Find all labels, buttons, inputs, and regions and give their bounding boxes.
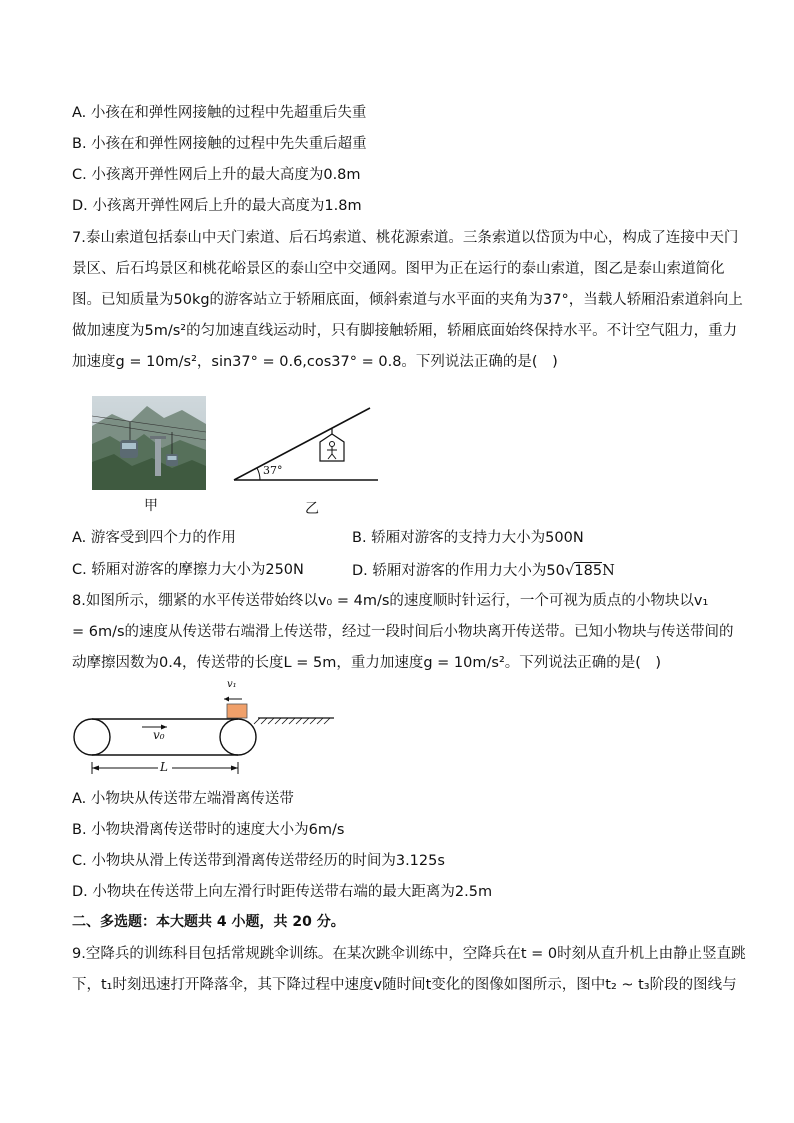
q7-stem-line2: 景区、后石坞景区和桃花峪景区的泰山空中交通网。图甲为正在运行的泰山索道，图乙是泰山索道简化	[72, 261, 725, 277]
cable-car-photo	[92, 396, 206, 490]
q8-stem-line1: 8.如图所示，绷紧的水平传送带始终以v₀ = 4m/s的速度顺时针运行，一个可视为质点的小物块以v₁	[72, 593, 709, 609]
q8-option-d: D. 小物块在传送带上向左滑行时距传送带右端的最大距离为2.5m	[72, 884, 493, 900]
q9-stem-line2: 下，t₁时刻迅速打开降落伞，其下降过程中速度v随时间t变化的图像如图所示，图中t₂ ~ t₃阶段的图线与	[72, 977, 737, 993]
q8-option-b: B. 小物块滑离传送带时的速度大小为6m/s	[72, 822, 345, 838]
sqrt-radicand: 185	[574, 563, 603, 579]
q7-stem-line3: 图。已知质量为50kg的游客站立于轿厢底面，倾斜索道与水平面的夹角为37°，当载人轿厢沿索道斜向上	[72, 292, 743, 308]
q6-option-c: C. 小孩离开弹性网后上升的最大高度为0.8m	[72, 167, 361, 183]
q7-stem-line5: 加速度g = 10m/s²，sin37° = 0.6,cos37° = 0.8。下列说法正确的是( )	[72, 354, 558, 370]
cable-incline-diagram	[232, 404, 382, 494]
q8-option-c: C. 小物块从滑上传送带到滑离传送带经历的时间为3.125s	[72, 853, 445, 869]
q7-option-b: B. 轿厢对游客的支持力大小为500N	[352, 530, 584, 546]
slider-block	[227, 704, 247, 718]
q7-option-d-text: D. 轿厢对游客的作用力大小为50	[352, 563, 565, 579]
q6-option-a: A. 小孩在和弹性网接触的过程中先超重后失重	[72, 105, 367, 121]
conveyor-belt-diagram	[72, 680, 342, 780]
q9-stem-line1: 9.空降兵的训练科目包括常规跳伞训练。在某次跳伞训练中，空降兵在t = 0时刻从直升机上由静止竖直跳	[72, 946, 746, 962]
figure-yi-caption: 乙	[305, 501, 319, 517]
q8-stem-line3: 动摩擦因数为0.4，传送带的长度L = 5m，重力加速度g = 10m/s²。下列说法正确的是( )	[72, 655, 662, 671]
sqrt-radical: √	[564, 561, 575, 579]
v0-label: v₀	[153, 728, 165, 742]
q8-stem-line2: = 6m/s的速度从传送带右端滑上传送带，经过一段时间后小物块离开传送带。已知小物块与传送带间的	[72, 624, 734, 640]
q8-option-a: A. 小物块从传送带左端滑离传送带	[72, 791, 294, 807]
q7-option-a: A. 游客受到四个力的作用	[72, 530, 236, 546]
angle-label: 37°	[263, 464, 283, 477]
q7-option-c: C. 轿厢对游客的摩擦力大小为250N	[72, 562, 304, 578]
section-header: 二、多选题：本大题共 4 小题，共 20 分。	[72, 914, 345, 930]
figure-jia-caption: 甲	[144, 498, 158, 514]
q7-stem-line1: 7.泰山索道包括泰山中天门索道、后石坞索道、桃花源索道。三条索道以岱顶为中心，构成了连接中天门	[72, 230, 739, 246]
length-label: L	[160, 760, 168, 774]
q7-option-d	[352, 560, 615, 581]
q6-option-d: D. 小孩离开弹性网后上升的最大高度为1.8m	[72, 198, 362, 214]
q7-option-d-unit: N	[602, 563, 615, 579]
q7-stem-line4: 做加速度为5m/s²的匀加速直线运动时，只有脚接触轿厢，轿厢底面始终保持水平。不计空气阻力，重力	[72, 323, 738, 339]
v1-label: v₁	[227, 679, 237, 690]
q6-option-b: B. 小孩在和弹性网接触的过程中先失重后超重	[72, 136, 367, 152]
